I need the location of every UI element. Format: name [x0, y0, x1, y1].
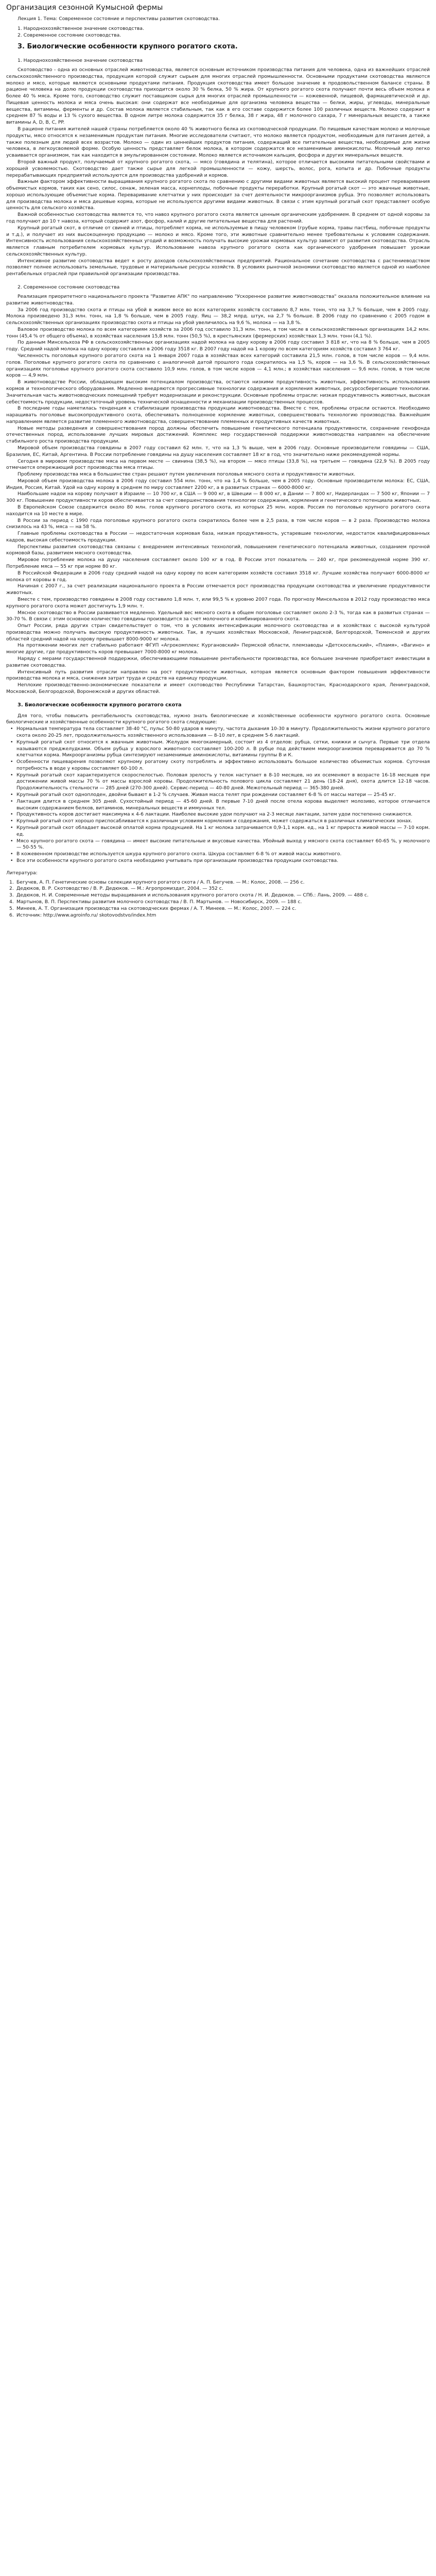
paragraph: Перспективы развития скотоводства связаны с внедрением интенсивных технологий, повышением генетического потенциала животных, созданием прочной кормовой базы, развитием мясного скотоводства.: [6, 544, 430, 556]
paragraph: Важной особенностью скотоводства является то, что навоз крупного рогатого скота является ценным органическим удобрением. В среднем от одной коровы за год получают до 10 т навоза, который содержит азот, фосфор, калий и другие питательные вещества для растений.: [6, 212, 430, 224]
literature-text: Минеев, А. Т. Организация производства на скотоводческих фермах / А. Т. Минеев. — М.: Колос, 2007. — 224 с.: [16, 905, 297, 911]
literature-text: Источник: http://www.agroinfo.ru/ skotovodstvo/index.htm: [16, 912, 156, 918]
section-biology: [6, 702, 430, 865]
bullet-item: • Крупный рогатый скот одноплоден, двойни бывают в 1-2 % случаев. Живая масса телят при рождении составляет 6-8 % от массы матери — 25-45 кг.: [6, 792, 430, 799]
paragraph: Интенсивный путь развития отрасли направлен на рост продуктивности животных, которая является основным фактором повышения эффективности производства молока и мяса, снижения затрат труда и средств на единицу продукции.: [6, 669, 430, 682]
paragraph: Наряду с мерами государственной поддержки, обеспечивающими повышение рентабельности производства, все большее значение приобретают инвестиции в развитие скотоводства.: [6, 655, 430, 668]
literature-item: [6, 886, 430, 892]
literature-number: 4.: [9, 899, 14, 905]
paragraph: Мировой объем производства молока в 2006 году составил 554 млн. тонн, что на 1,4 % больше, чем в 2005 году. Основные производители молока: ЕС, США, Индия, Россия, Китай. Удой на одну корову в среднем по миру составляет 2200 кг, а в развитых странах — 6000-8000 кг.: [6, 478, 430, 490]
paragraph: Важным фактором эффективности выращивания крупного рогатого скота по сравнению с другими видами животных является высокий процент переваривания объемистых кормов, таких как сено, силос, сенаж, зеленая масса, корнеплоды, побочные продукты переработки. Крупный рогатый скот — это жвачные животные, хорошо использующие объемистые корма. Переваривание клетчатки у них происходит за счет деятельности микроорганизмов рубца. Это позволяет использовать для производства молока и мяса дешевые корма, которые не используются другими видами животных. В связи с этим крупный рогатый скот представляет особую ценность для сельского хозяйства.: [6, 179, 430, 211]
toc-item[interactable]: [6, 32, 430, 39]
paragraph: В Российской Федерации в 2006 году средний надой на одну корову по всем категориям хозяйств составил 3518 кг. Лучшие хозяйства получают 6000-8000 кг молока от коровы в год.: [6, 570, 430, 583]
bullet-item: • Особенности пищеварения позволяют крупному рогатому скоту потреблять и эффективно использовать большое количество объемистых кормов. Суточная потребность в воде у коровы составляет 60-100 л.: [6, 759, 430, 772]
bullet-item: • Продуктивность коров достигает максимума к 4-6 лактации. Наиболее высокие удои получают на 2-3 месяце лактации, затем удои постепенно снижаются.: [6, 811, 430, 818]
section-importance: [6, 57, 430, 278]
paragraph: Скотоводство - одна из основных отраслей животноводства, является основным источником производства питания для человека, одна из важнейших отраслей сельскохозяйственного производства, продукция которой служит сырьем для многих отраслей промышленности. Основными продуктами скотоводства являются молоко и мясо, которые являются основными продуктами питания. Продукция скотоводства имеет большое значение в продовольственном балансе страны. В рационе человека на долю продукции скотоводства приходится около 30 % белка, 50 % жира. От крупного рогатого скота получают почти весь объем молока и более 40 % мяса. Кроме того, скотоводство служит поставщиком сырья для многих отраслей промышленности — кожевенной, пищевой, фармацевтической и др. Пищевая ценность молока и мяса очень высокая: они содержат все необходимые для организма человека вещества — белки, жиры, углеводы, минеральные вещества, витамины, ферменты и др. Состав молока является стабильным, так как в его составе содержится более 100 различных веществ. Молоко содержит в среднем 87 % воды и 13 % сухого вещества. В одном литре молока содержится 35 г белка, 38 г жира, 48 г молочного сахара, 7 г минеральных веществ, а также витамины A, D, B, C, PP.: [6, 67, 430, 126]
bullet-item: • В кожевенном производстве используется шкура крупного рогатого скота. Шкура составляет 6-8 % от живой массы животного.: [6, 851, 430, 858]
section-body: [6, 67, 430, 278]
bullet-item: • Крупный рогатый скот обладает высокой оплатой корма продукцией. На 1 кг молока затрачивается 0,9-1,1 корм. ед., на 1 кг прироста живой массы — 7-10 корм. ед.: [6, 825, 430, 838]
paragraph: Мировое потребление молока на душу населения составляет около 100 кг в год. В России этот показатель — 240 кг, при рекомендуемой норме 390 кг. Потребление мяса — 55 кг при норме 80 кг.: [6, 557, 430, 570]
literature-item: [6, 912, 430, 919]
paragraph: На протяжении многих лет стабильно работают ФГУП «Агрокомплекс Кургановский» Пермской области, племзаводы «Детскосельский», «Пламя», «Вагино» и многие другие, где продуктивность коров превышает 7000-8000 кг молока.: [6, 642, 430, 655]
toc-link[interactable]: 1. Народнохозяйственное значение скотоводства.: [18, 26, 144, 31]
paragraph: Неплохие производственно-экономические показатели и имеет скотоводство Республики Татарстан, Башкортостан, Краснодарского края, Ленинградской, Московской, Белгородской, Воронежской и других областей.: [6, 682, 430, 694]
paragraph: В последние годы наметилась тенденция к стабилизации производства продукции животноводства. Вместе с тем, проблемы отрасли остаются. Необходимо наращивать поголовье высокопродуктивного скота, обеспечивать полноценное кормление животных, совершенствовать технологию производства. Важнейшим направлением является развитие племенного животноводства, совершенствование племенных и продуктивных качеств животных.: [6, 405, 430, 425]
paragraph: Проблему производства мяса в большинстве стран решают путем увеличения поголовья мясного скота и продуктивности животных.: [18, 471, 356, 478]
section-body: [6, 294, 430, 696]
literature-list: [6, 879, 430, 919]
paragraph: Реализация приоритетного национального проекта "Развитие АПК" по направлению "Ускоренное развитие животноводства" оказала положительное влияние на развитие животноводства.: [6, 294, 430, 306]
paragraph: Новые методы разведения и совершенствования пород должны обеспечить повышение генетического потенциала продуктивности, сохранение генофонда отечественных пород, использование лучших мировых достижений. Комплекс мер государственной поддержки животноводства направлен на обеспечение стабильного роста производства продукции.: [6, 425, 430, 445]
paragraph: В животноводстве России, обладающем высоким потенциалом производства, остаются низкими продуктивность животных, эффективность использования кормов и технологического оборудования. Медленно внедряются прогрессивные технологии содержания и кормления животных, ресурсосберегающие технологии. Значительная часть животноводческих помещений требует модернизации и реконструкции. Основные проблемы отрасли: низкая продуктивность животных, высокая себестоимость продукции, недостаточный уровень технической оснащенности и механизации производственных процессов.: [6, 379, 430, 405]
bullet-item: • Мясо крупного рогатого скота — говядина — имеет высокие питательные и вкусовые качества. Убойный выход у мясного скота составляет 60-65 %, у молочного — 50-55 %.: [6, 838, 430, 852]
paragraph: Для того, чтобы повысить рентабельность скотоводства, нужно знать биологические и хозяйственные особенности крупного рогатого скота. Основные биологические и хозяйственные особенности крупного рогатого скота следующие:: [6, 713, 430, 725]
bullet-item: • Все эти особенности крупного рогатого скота необходимо учитывать при организации производства продукции скотоводства.: [6, 858, 430, 865]
page-title: Организация сезонной Кумысной фермы: [6, 4, 163, 12]
literature-number: 6.: [9, 912, 14, 918]
table-of-contents: [6, 25, 430, 39]
bullet-list: [6, 726, 430, 864]
section-title: 3. Биологические особенности крупного рогатого скота: [18, 702, 182, 708]
paragraph: Главные проблемы скотоводства в России — недостаточная кормовая база, низкая продуктивность, устаревшие технологии, недостаток квалифицированных кадров, высокая себестоимость продукции.: [6, 531, 430, 543]
paragraph: Численность поголовья крупного рогатого скота на 1 января 2007 года в хозяйствах всех категорий составила 21,5 млн. голов, в том числе коров — 9,4 млн. голов. Поголовье крупного рогатого скота по сравнению с аналогичной датой прошлого года сократилось на 1,5 %, коров — на 3,6 %. В сельскохозяйственных организациях поголовье крупного рогатого скота составило 10,9 млн. голов, в том числе коров — 4,1 млн.; в хозяйствах населения — 9,6 млн. голов, в том числе коров — 4,9 млн.: [6, 353, 430, 379]
literature-text: Мартынов, В. П. Перспективы развития молочного скотоводства / В. П. Мартынов. — Новосибирск, 2009. — 188 с.: [16, 899, 302, 905]
paragraph: Интенсивное развитие скотоводства ведет к росту доходов сельскохозяйственных предприятий. Рациональное сочетание скотоводства с растениеводством позволяет полнее использовать земельные, трудовые и материальные ресурсы хозяйств. В условиях рыночной экономики скотоводство является одной из наиболее рентабельных отраслей при правильной организации производства.: [6, 258, 430, 277]
literature-text: Дедюков, Н. И. Современные методы выращивания и использования крупного рогатого скота / Н. И. Дедюков. — СПб.: Лань, 2009. — 488 с.: [16, 892, 369, 899]
toc-item[interactable]: [6, 25, 430, 32]
paragraph: Вместе с тем, производство говядины в 2008 году составило 1,8 млн. т, или 99,5 % к уровню 2007 года. По прогнозу Минсельхоза в 2012 году производство мяса крупного рогатого скота может достигнуть 1,9 млн. т.: [6, 596, 430, 609]
bullet-item: • Крупный рогатый скот характеризуется скороспелостью. Половая зрелость у телок наступает в 8-10 месяцев, но их осеменяют в возрасте 16-18 месяцев при достижении живой массы 70 % от массы взрослой коровы. Продолжительность полового цикла составляет 21 день (18-24 дня), охота длится 12-18 часов. Продолжительность стельности — 285 дней (270-300 дней). Сервис-период — 40-80 дней. Межотельный период — 365-380 дней.: [6, 772, 430, 792]
toc-link[interactable]: 2. Современное состояние скотоводства.: [18, 32, 121, 38]
paragraph: Наибольшие надои на корову получают в Израиле — 10 700 кг, в США — 9 000 кг, в Швеции — 8 000 кг, в Дании — 7 800 кг, Нидерландах — 7 500 кг, Японии — 7 300 кг. Повышение продуктивности коров обеспечивается за счет совершенствования технологии содержания, кормления и генетического потенциала животных.: [6, 491, 430, 504]
literature-item: [6, 892, 430, 899]
paragraph: Валовое производство молока по всем категориям хозяйств за 2006 год составило 31,3 млн. тонн, в том числе в сельскохозяйственных организациях 14,2 млн. тонн (45,4 % от общего объема), в хозяйствах населения 15,8 млн. тонн (50,5 %), в крестьянских (фермерских) хозяйствах 1,3 млн. тонн (4,1 %).: [6, 326, 430, 339]
bullet-item: • Лактация длится в среднем 305 дней. Сухостойный период — 45-60 дней. В первые 7-10 дней после отела корова выделяет молозиво, которое отличается высоким содержанием белков, витаминов, минеральных веществ и иммунных тел.: [6, 799, 430, 812]
toc-bold-item: 3. Биологические особенности крупного рогатого скота.: [18, 43, 238, 50]
paragraph: В рационе питания жителей нашей страны потребляется около 40 % животного белка из скотоводческой продукции. По пищевым качествам молоко и молочные продукты, мясо относятся к незаменимым продуктам питания. Многие исследователи считают, что молоко является продуктом, необходимым для питания детей, а также полезным для людей всех возрастов. Молоко — один из ценнейших продуктов питания, содержащий все питательные вещества, необходимые для жизни человека, в легкоусвояемой форме. Особую ценность представляет белок молока, в котором содержатся все незаменимые аминокислоты. Молочный жир легко усваивается организмом, так как находится в эмульгированном состоянии. Молоко является источником кальция, фосфора и других минеральных веществ.: [6, 126, 430, 159]
literature-number: 5.: [9, 905, 14, 911]
literature-text: Бегучев, А. П. Генетические основы селекции крупного рогатого скота / А. П. Бегучев. — М.: Колос, 2008. — 256 с.: [16, 879, 305, 885]
paragraph: Начиная с 2007 г., за счет реализации национального проекта в России отмечается рост производства продукции скотоводства и увеличение продуктивности животных.: [6, 583, 430, 596]
literature-item: [6, 879, 430, 886]
literature-item: [6, 906, 430, 912]
bullet-item: • Нормальная температура тела составляет 38-40 °С, пульс 50-80 ударов в минуту, частота дыхания 10-30 в минуту. Продолжительность жизни крупного рогатого скота около 20-25 лет, продолжительность хозяйственного использования — 8-10 лет, в среднем 5-6 лактаций.: [6, 726, 430, 739]
section-title: 2. Современное состояние скотоводства: [18, 284, 120, 290]
paragraph: За 2006 год производство скота и птицы на убой в живом весе во всех категориях хозяйств составило 8,7 млн. тонн, что на 3,7 % больше, чем в 2005 году. Молока произведено 31,3 млн. тонн, на 1,8 % больше, чем в 2005 году. Яиц — 38,2 млрд. штук, на 2,7 % больше. В 2006 году по сравнению с 2005 годом в сельскохозяйственных организациях производство скота и птицы на убой увеличилось на 9,6 %, молока — на 3,8 %.: [6, 307, 430, 326]
paragraph: Второй важный продукт, получаемый от крупного рогатого скота, — мясо (говядина и телятина), которое отличается высокими питательными свойствами и хорошей усвояемостью. Скотоводство дает также сырье для легкой промышленности — кожу, шерсть, волос, рога, копыта и др. Побочные продукты перерабатывающих предприятий используются для производства удобрений и кормов.: [6, 159, 430, 178]
section-title: 1. Народнохозяйственное значение скотоводства: [18, 58, 143, 63]
bullet-item: • Крупный рогатый скот хорошо приспосабливается к различным условиям кормления и содержания, может содержаться в различных климатических зонах.: [6, 818, 430, 825]
literature-text: Дедюков, В. Р. Скотоводство / В. Р. Дедюков. — М.: Агропромиздат, 2004. — 352 с.: [16, 886, 223, 892]
paragraph: Крупный рогатый скот, в отличие от свиней и птицы, потребляет корма, не используемые в пищу человеком (грубые корма, травы пастбищ, побочные продукты и т.д.), и получает из них высокоценную продукцию — молоко и мясо. Кроме того, эти животные сравнительно менее требовательны к условиям содержания. Интенсивность использования сельскохозяйственных угодий и возможность получать высокие урожаи кормовых культур зависят от развития скотоводства. Отрасль является главным потребителем кормовых культур. Использование навоза крупного рогатого скота как органического удобрения повышает урожаи сельскохозяйственных культур.: [6, 225, 430, 257]
literature-title: Литература:: [6, 870, 38, 876]
literature-item: [6, 899, 430, 906]
section-current-state: [6, 284, 430, 696]
paragraph: Мясное скотоводство в России развивается медленно. Удельный вес мясного скота в общем поголовье составляет около 2-3 %, тогда как в развитых странах — 30-70 %. В связи с этим основное количество говядины производится за счет молочного и комбинированного скота.: [6, 609, 430, 622]
paragraph: По данным Минсельхоза РФ в сельскохозяйственных организациях надой молока на одну корову в 2006 году составил 3 818 кг, что на 8 % больше, чем в 2005 году. Средний надой молока на одну корову составлял в 2006 году 3518 кг. В 2007 году надой на 1 корову по всем категориям хозяйств составил 3 764 кг.: [6, 340, 430, 352]
section-literature: [6, 870, 430, 919]
literature-number: 3.: [9, 892, 14, 899]
paragraph: Сегодня в мировом производстве мяса на первом месте — свинина (38,5 %), на втором — мясо птицы (33,8 %), на третьем — говядина (22,9 %). В 2005 году отмечается опережающий рост производства мяса птицы.: [6, 458, 430, 471]
paragraph: В Европейском Союзе содержится около 80 млн. голов крупного рогатого скота, из которых 25 млн. коров. Россия по поголовью крупного рогатого скота находится на 10 месте в мире.: [6, 504, 430, 517]
paragraph: В России за период с 1990 года поголовье крупного рогатого скота сократилось более чем в 2,5 раза, в том числе коров — в 2 раза. Производство молока снизилось на 43 %, мяса — на 58 %.: [6, 517, 430, 530]
lecture-header: Лекция 1. Тема: Современное состояние и перспективы развития скотоводства.: [18, 16, 220, 22]
paragraph: Мировой объем производства говядины в 2007 году составил 62 млн. т, что на 1,3 % выше, чем в 2006 году. Основные производители говядины — США, Бразилия, ЕС, Китай, Аргентина. В России потребление говядины на душу населения составляет 18 кг в год, что значительно ниже рекомендуемой нормы.: [6, 445, 430, 457]
paragraph: Опыт России, ряда других стран свидетельствует о том, что в условиях интенсификации молочного скотоводства и в хозяйствах с высокой культурой производства можно получать высокую продуктивность животных. Так, в лучших хозяйствах Московской, Ленинградской, Белгородской, Тюменской и других областей средний надой на корову превышает 8000-9000 кг молока.: [6, 623, 430, 642]
literature-number: 2.: [9, 886, 14, 892]
literature-number: 1.: [9, 879, 14, 885]
bullet-item: • Крупный рогатый скот относится к жвачным животным. Желудок многокамерный, состоит из 4 отделов: рубца, сетки, книжки и сычуга. Первые три отдела называются преджелудками. Объем рубца у взрослого животного составляет 100-200 л. В рубце под действием микроорганизмов переваривается до 70 % клетчатки корма. Микроорганизмы рубца синтезируют незаменимые аминокислоты, витамины группы В и К.: [6, 739, 430, 759]
